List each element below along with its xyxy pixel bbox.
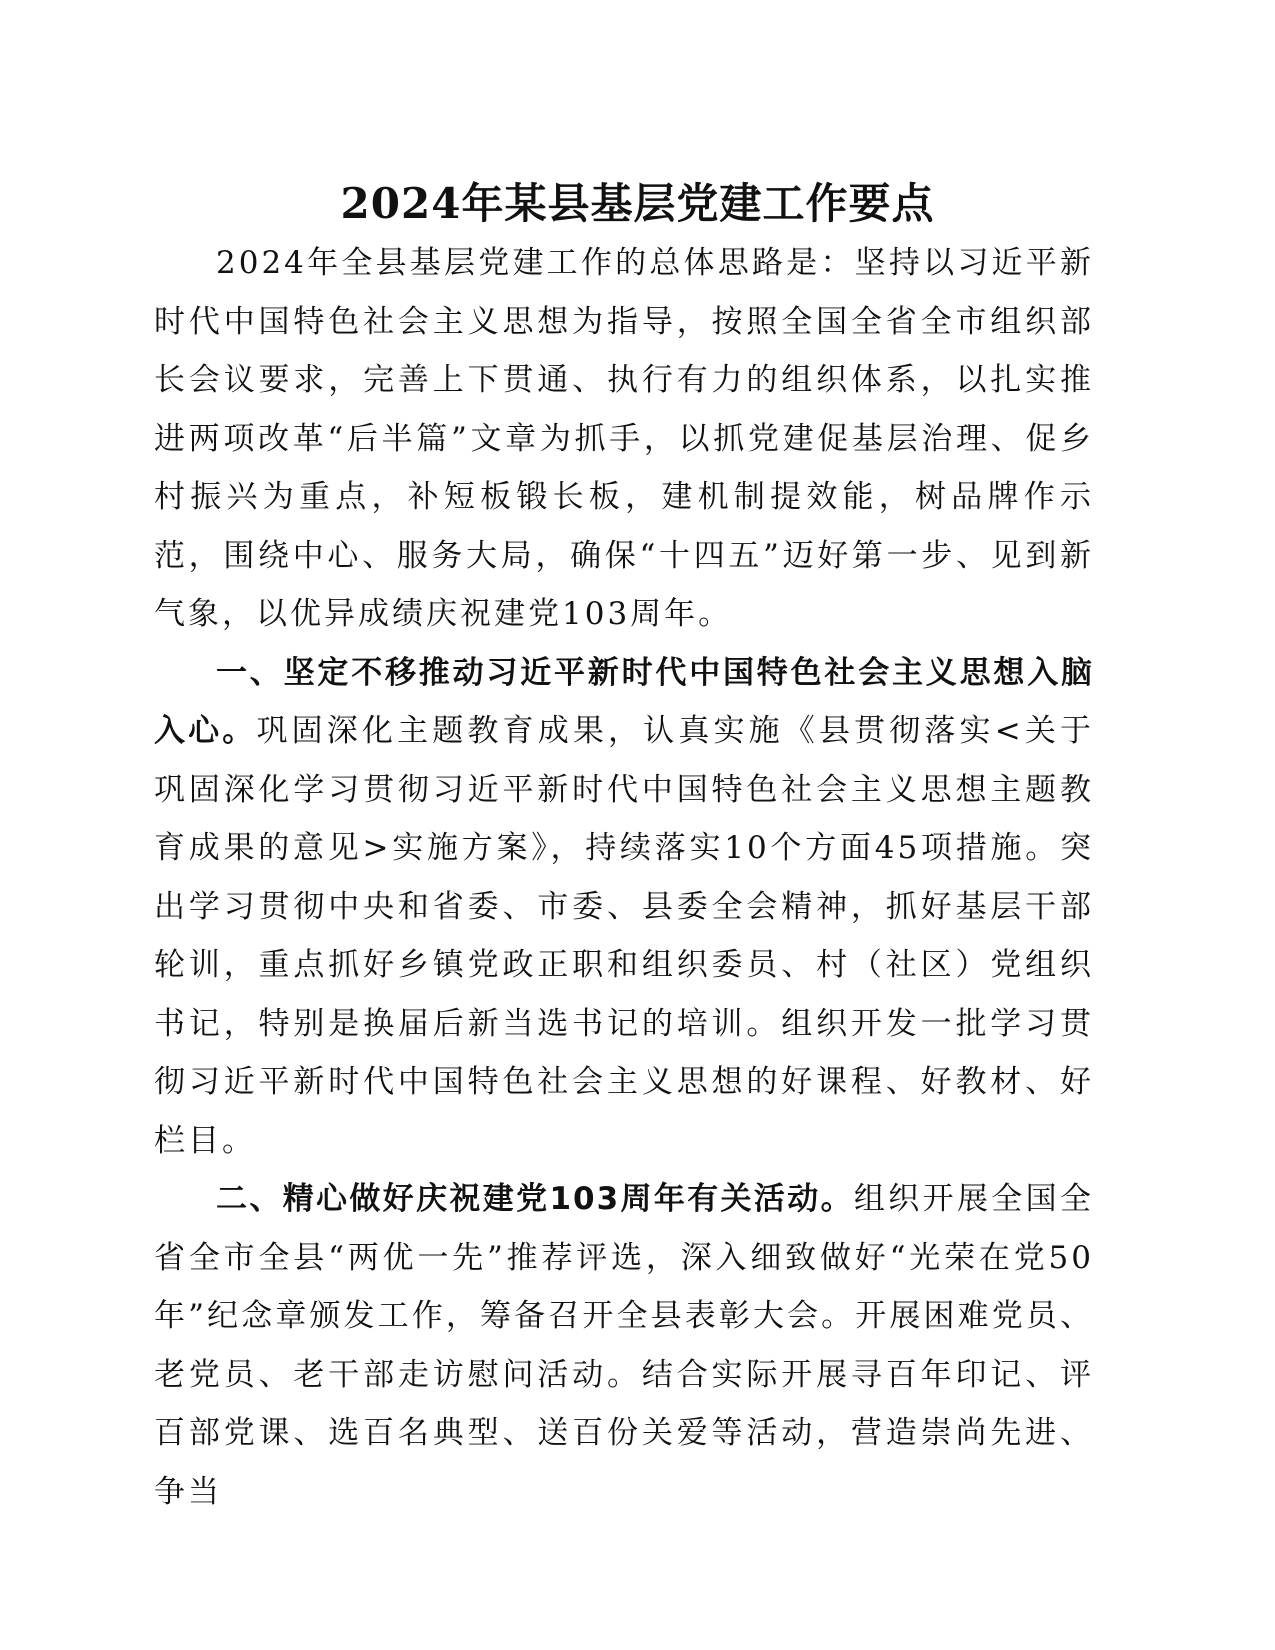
document-body: [154, 234, 1094, 1521]
document-title: 2024年某县基层党建工作要点: [340, 179, 935, 228]
section-1-paragraph: [154, 644, 1094, 1171]
section-1-text: 巩固深化主题教育成果，认真实施《县贯彻落实<关于巩固深化学习贯彻习近平新时代中国特色社会主义思想主题教育成果的意见>实施方案》，持续落实10个方面45项措施。突出学习贯彻中央和省委、市委、县委全会精神，抓好基层干部轮训，重点抓好乡镇党政正职和组织委员、村（社区）党组织书记，特别是换届后新当选书记的培训。组织开发一批学习贯彻习近平新时代中国特色社会主义思想的好课程、好教材、好栏目。: [154, 713, 1094, 1159]
section-2-paragraph: [154, 1170, 1094, 1521]
section-1-heading: 一、坚定不移推动习近平新时代中国特色社会主义思想入脑入心。: [154, 654, 1094, 749]
section-2-text: 组织开展全国全省全市全县“两优一先”推荐评选，深入细致做好“光荣在党50年”纪念章颁发工作，筹备召开全县表彰大会。开展困难党员、老党员、老干部走访慰问活动。结合实际开展寻百年印记、评百部党课、选百名典型、送百份关爱等活动，营造崇尚先进、争当: [154, 1181, 1094, 1510]
section-2-heading: 二、精心做好庆祝建党103周年有关活动。: [216, 1181, 854, 1217]
intro-paragraph: 2024年全县基层党建工作的总体思路是：坚持以习近平新时代中国特色社会主义思想为指导，按照全国全省全市组织部长会议要求，完善上下贯通、执行有力的组织体系，以扎实推进两项改革“后半篇”文章为抓手，以抓党建促基层治理、促乡村振兴为重点，补短板锻长板，建机制提效能，树品牌作示范，围绕中心、服务大局，确保“十四五”迈好第一步、见到新气象，以优异成绩庆祝建党103周年。: [154, 245, 1094, 632]
